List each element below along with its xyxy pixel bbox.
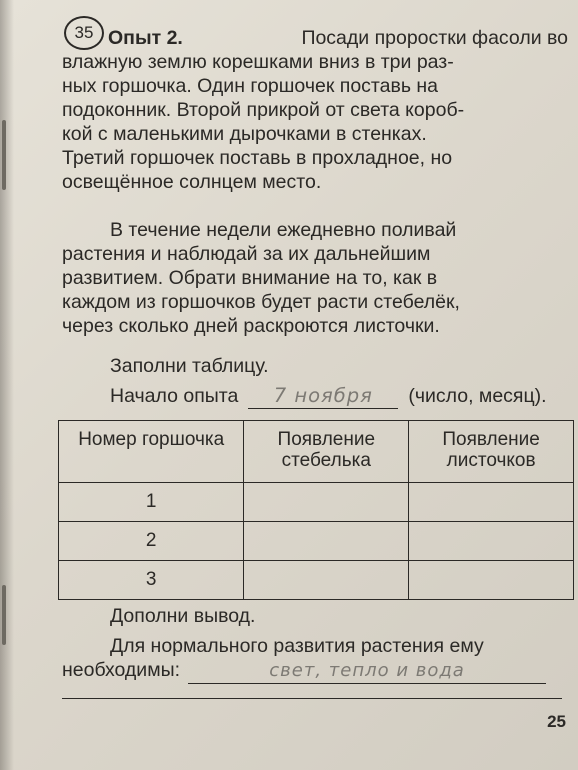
conclusion-title-text: Дополни вывод. xyxy=(110,605,256,627)
pot-number-cell: 2 xyxy=(59,522,244,561)
conclusion-title xyxy=(62,604,568,628)
header-stem: Появление стебелька xyxy=(244,421,409,483)
page-number: 25 xyxy=(547,712,566,731)
table-header-row xyxy=(59,421,574,483)
conclusion-line-1: Для нормального развития растения ему xyxy=(110,635,484,657)
pot-number-cell: 1 xyxy=(59,483,244,522)
leaves-cell[interactable] xyxy=(409,483,574,522)
task-title: Опыт 2. xyxy=(108,27,183,49)
table-row xyxy=(59,522,574,561)
conclusion-answer-field[interactable] xyxy=(188,658,546,684)
paragraph-line: В течение недели ежедневно поливай xyxy=(110,219,457,241)
table-row xyxy=(59,561,574,600)
conclusion-handwriting: свет, тепло и вода xyxy=(269,660,465,681)
fill-table-instruction: Заполни таблицу. xyxy=(110,355,269,377)
margin-mark xyxy=(2,585,6,645)
stem-cell[interactable] xyxy=(244,483,409,522)
task-line-1 xyxy=(62,26,568,50)
observation-table xyxy=(58,420,574,600)
conclusion-block xyxy=(62,604,568,699)
paragraph-line: через сколько дней раскроются листочки. xyxy=(62,315,440,337)
paragraph-2 xyxy=(62,218,568,338)
header-leaves: Появление листочков xyxy=(409,421,574,483)
task-text xyxy=(62,26,568,194)
header-pot-number: Номер горшочка xyxy=(59,421,244,483)
leaves-cell[interactable] xyxy=(409,522,574,561)
task-line: освещённое солнцем место. xyxy=(62,171,322,193)
conclusion-label: необходимы: xyxy=(62,659,181,681)
page-edge-shadow xyxy=(0,0,14,770)
start-date-line xyxy=(62,384,568,409)
start-date-handwriting: 7 ноября xyxy=(273,384,373,407)
task-line: ных горшочка. Один горшочек поставь на xyxy=(62,75,439,97)
stem-cell[interactable] xyxy=(244,522,409,561)
paragraph-line: каждом из горшочков будет расти стебелёк, xyxy=(62,291,460,313)
table-row xyxy=(59,483,574,522)
paragraph-line: развитием. Обрати внимание на то, как в xyxy=(62,267,438,289)
task-line-text: Посади проростки фасоли во xyxy=(301,27,568,49)
pot-number-cell: 3 xyxy=(59,561,244,600)
margin-mark xyxy=(2,120,6,190)
task-line: подоконник. Второй прикрой от света короб- xyxy=(62,99,465,121)
paragraph-line: растения и наблюдай за их дальнейшим xyxy=(62,243,431,265)
task-number: 35 xyxy=(64,16,104,50)
stem-cell[interactable] xyxy=(244,561,409,600)
leaves-cell[interactable] xyxy=(409,561,574,600)
start-label: Начало опыта xyxy=(110,385,239,407)
start-date-field[interactable] xyxy=(248,384,398,409)
start-date-row xyxy=(62,384,568,409)
task-line: влажную землю корешками вниз в три раз- xyxy=(62,51,454,73)
task-line: кой с маленькими дырочками в стенках. xyxy=(62,123,427,145)
fill-instruction-block xyxy=(62,354,568,378)
conclusion-line-2 xyxy=(62,658,568,684)
task-line: Третий горшочек поставь в прохладное, но xyxy=(62,147,453,169)
conclusion-extra-line[interactable] xyxy=(62,698,562,699)
start-hint: (число, месяц). xyxy=(408,385,547,407)
